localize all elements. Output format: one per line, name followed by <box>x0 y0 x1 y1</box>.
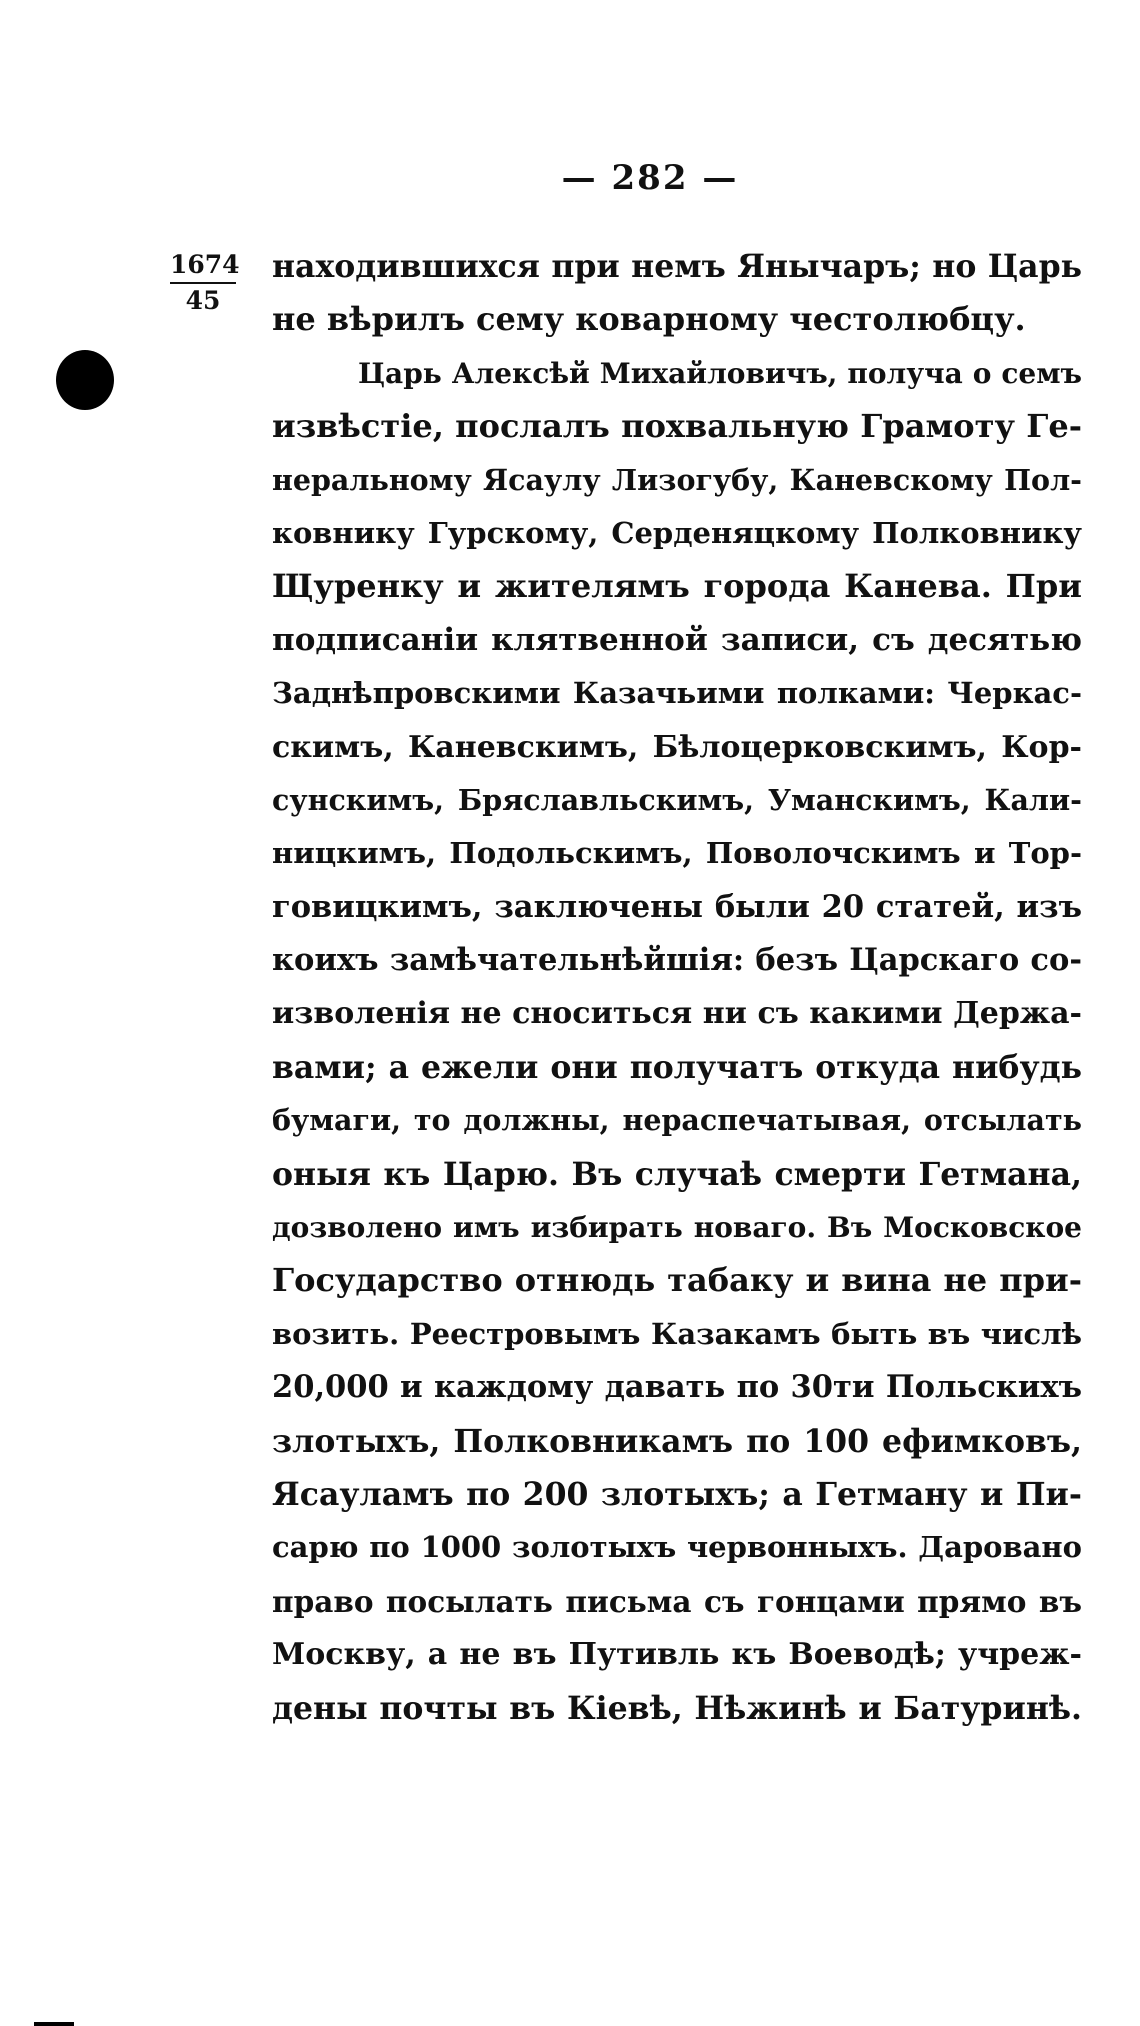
text-line: право посылать письма съ гонцами прямо въ <box>272 1583 1082 1619</box>
margin-year: 1674 <box>170 250 236 284</box>
text-line: говицкимъ, заключены были 20 статей, изъ <box>272 888 1082 925</box>
text-line: оныя къ Царю. Въ случаѣ смерти Гетмана, <box>272 1155 1082 1193</box>
text-line: дены почты въ Кіевѣ, Нѣжинѣ и Батуринѣ. <box>272 1689 1082 1727</box>
text-line: сарю по 1000 золотыхъ червонныхъ. Даровано <box>272 1530 1082 1565</box>
text-line: 20,000 и каждому давать по 30ти Польскихъ <box>272 1369 1082 1406</box>
text-line: Ясауламъ по 200 злотыхъ; а Гетману и Пи- <box>272 1475 1082 1513</box>
text-line: коихъ замѣчательнѣйшія: безъ Царскаго со- <box>272 942 1082 979</box>
margin-number: 45 <box>185 286 221 315</box>
text-line: Щуренку и жителямъ города Канева. При <box>272 567 1082 606</box>
text-line: злотыхъ, Полковникамъ по 100 ефимковъ, <box>272 1422 1082 1460</box>
text-line: ковнику Гурскому, Серденяцкому Полковнику <box>272 515 1082 550</box>
text-line: бумаги, то должны, нераспечатывая, отсылать <box>272 1103 1082 1138</box>
text-line: ницкимъ, Подольскимъ, Поволочскимъ и Тор- <box>272 836 1082 871</box>
text-line: Заднѣпровскими Казачьими полками: Черкас- <box>272 676 1082 711</box>
text-line: сунскимъ, Бряславльскимъ, Уманскимъ, Кали- <box>272 782 1082 817</box>
text-line: неральному Ясаулу Лизогубу, Каневскому Пол- <box>272 462 1082 497</box>
text-line: Царь Алексѣй Михайловичъ, получа о семъ <box>358 356 1082 390</box>
text-line: вами; а ежели они получатъ откуда нибудь <box>272 1048 1082 1086</box>
text-line: Государство отнюдь табаку и вина не при- <box>272 1261 1082 1300</box>
text-line: Москву, а не въ Путивль къ Воеводѣ; учреж- <box>272 1637 1082 1673</box>
body-text <box>272 240 1082 1735</box>
ink-blot <box>56 350 114 410</box>
page-number: — 282 — <box>561 158 739 198</box>
text-line: возить. Реестровымъ Казакамъ быть въ числѣ <box>272 1316 1082 1351</box>
text-line: извѣстіе, послалъ похвальную Грамоту Ге- <box>272 407 1082 446</box>
text-line: изволенія не сноситься ни съ какими Держа- <box>272 996 1082 1032</box>
text-line: дозволено имъ избирать новаго. Въ Московское <box>272 1211 1082 1245</box>
text-line: подписаніи клятвенной записи, съ десятью <box>272 621 1082 658</box>
text-line: не вѣрилъ сему коварному честолюбцу. <box>272 300 1026 339</box>
text-line: находившихся при немъ Янычаръ; но Царь <box>272 248 1082 285</box>
margin-note <box>170 250 240 316</box>
margin-dash <box>34 2022 74 2026</box>
text-line: скимъ, Каневскимъ, Бѣлоцерковскимъ, Кор- <box>272 729 1082 765</box>
